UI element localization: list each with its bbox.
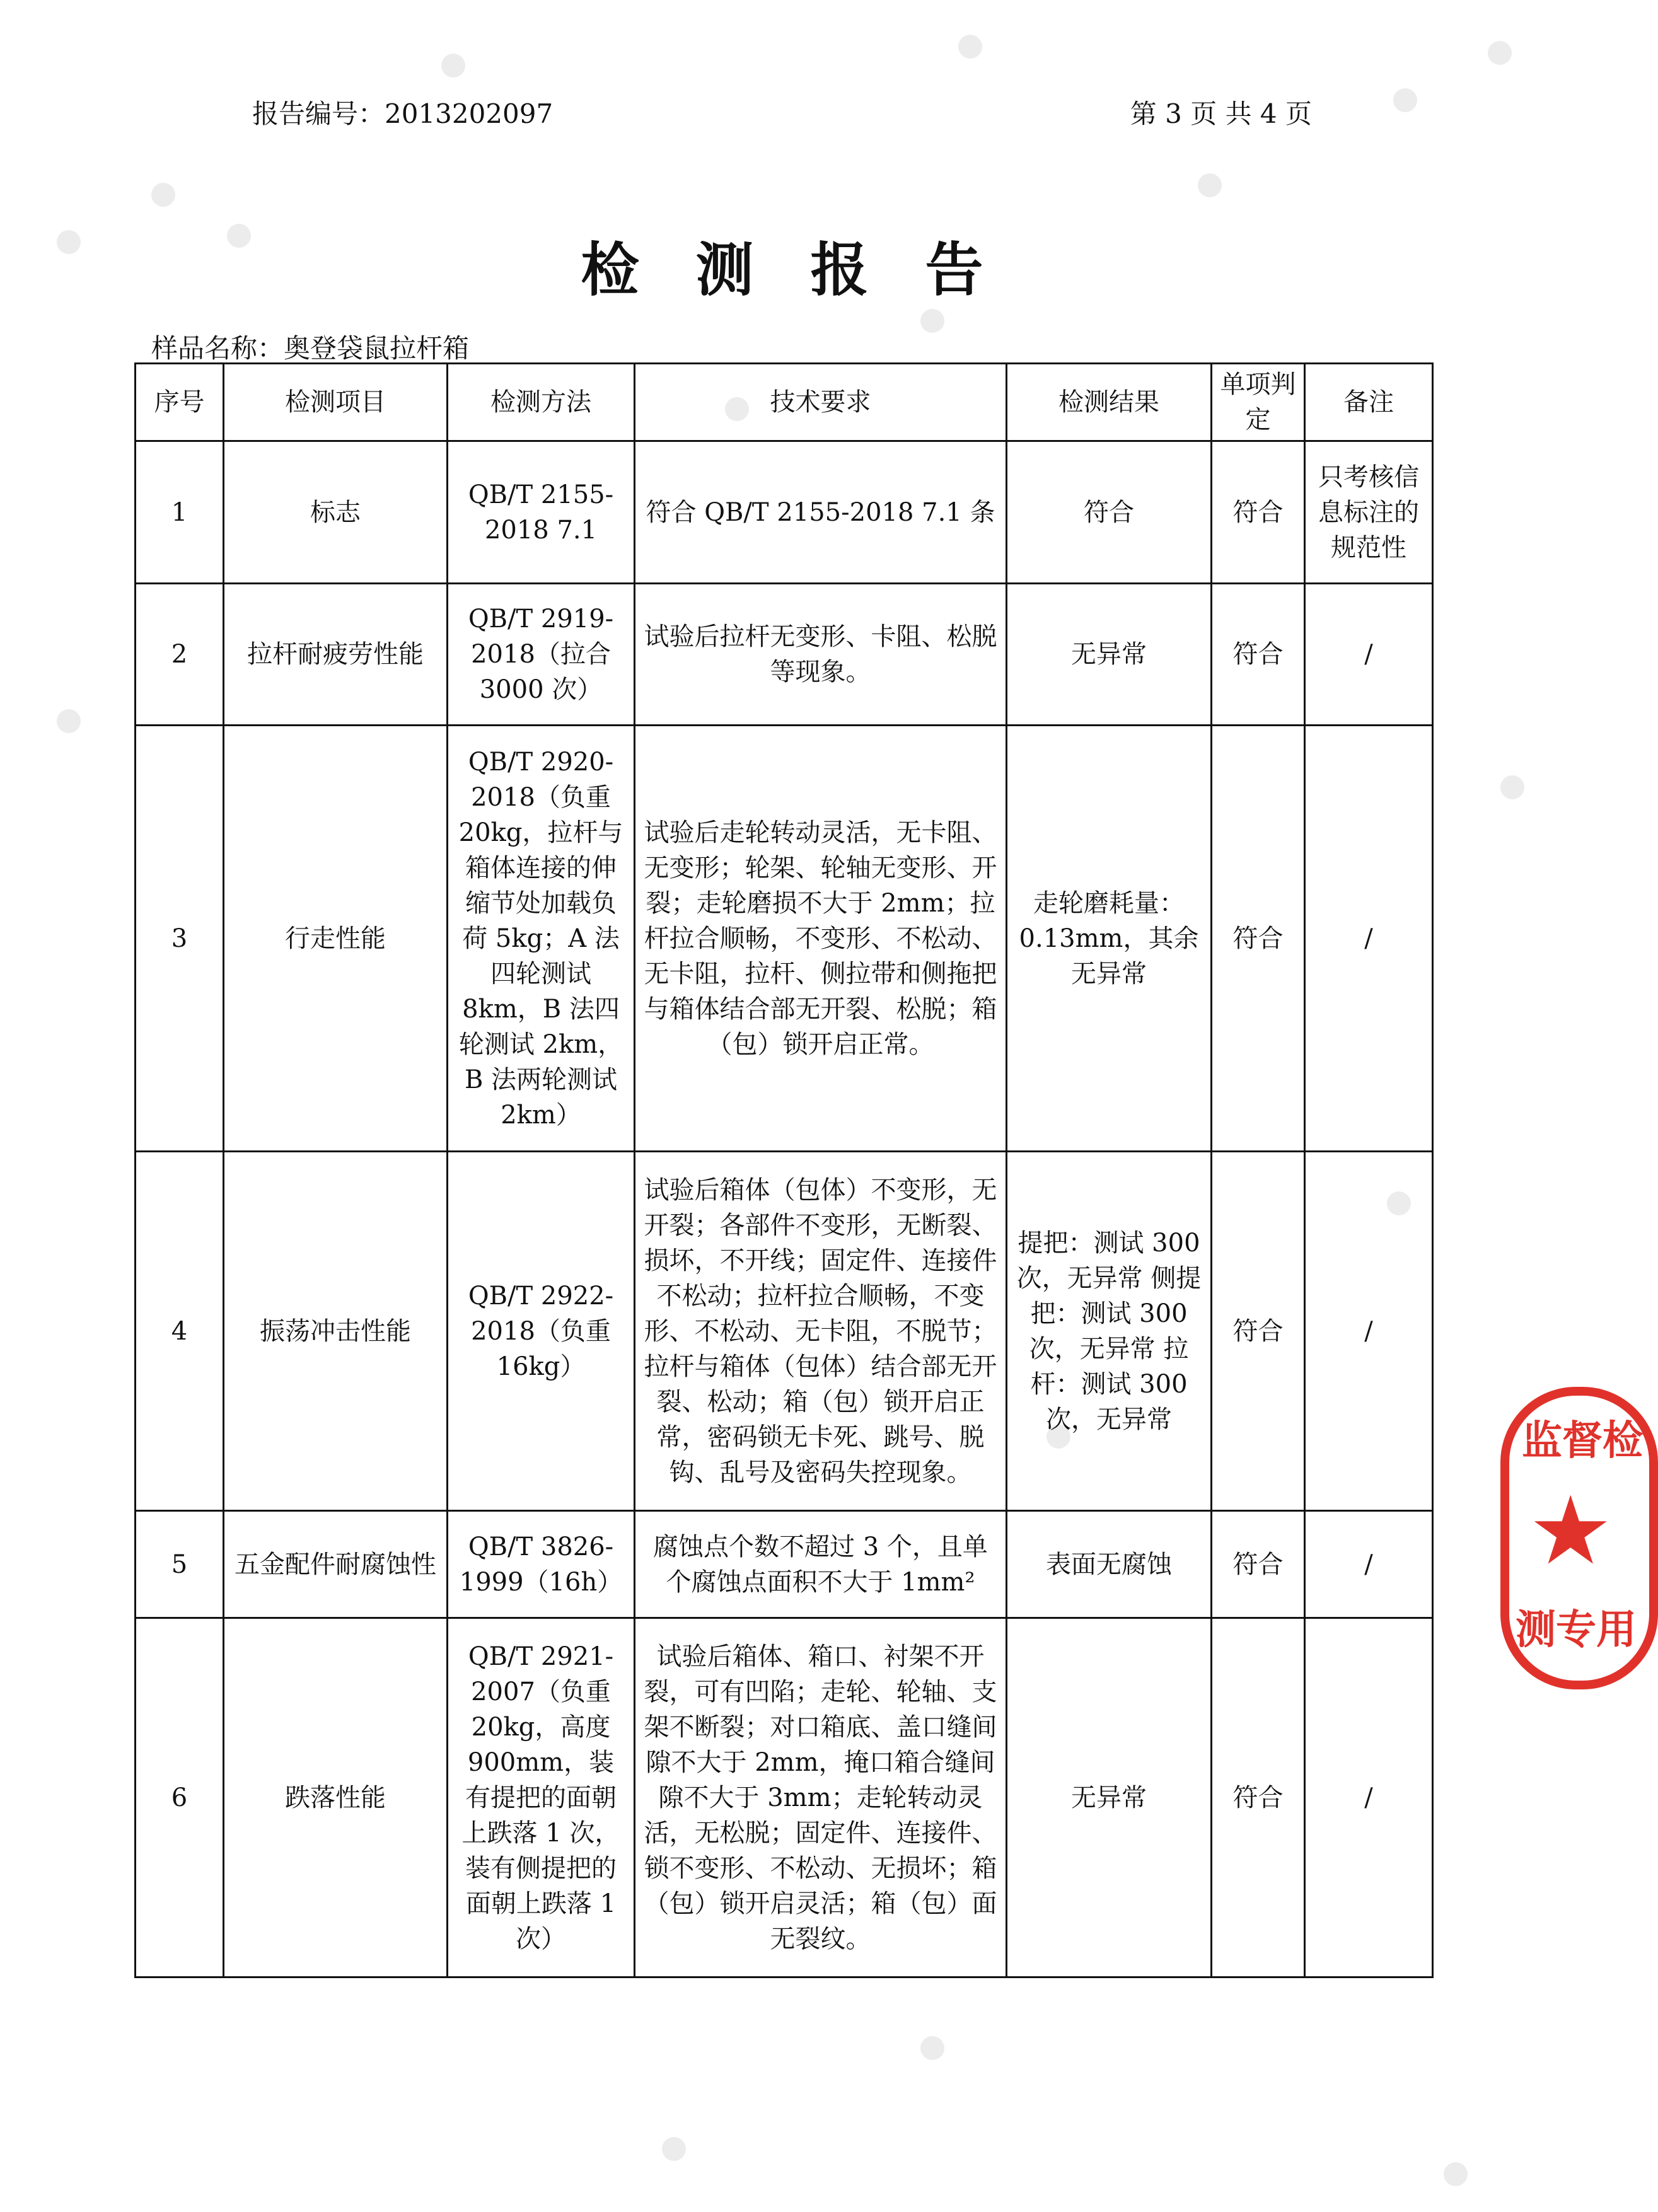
watermark-dot [920, 2036, 944, 2060]
cell-requirement: 试验后箱体（包体）不变形，无开裂；各部件不变形，无断裂、损坏，不开线；固定件、连接件不松动；拉杆拉合顺畅，不变形、不松动、无卡阻，不脱节；拉杆与箱体（包体）结合部无开裂、松动；箱（包）锁开启正常，密码锁无卡死、跳号、脱钩、乱号及密码失控现象。 [635, 1152, 1007, 1511]
cell-no: 5 [136, 1511, 224, 1618]
col-header-method: 检测方法 [448, 364, 635, 441]
cell-item: 跌落性能 [224, 1618, 448, 1977]
cell-result: 符合 [1007, 441, 1212, 584]
cell-method: QB/T 2919-2018（拉合 3000 次） [448, 584, 635, 726]
watermark-dot [1444, 2162, 1468, 2186]
report-number: 报告编号：2013202097 [252, 98, 554, 129]
col-header-item: 检测项目 [224, 364, 448, 441]
watermark-dot [1488, 41, 1512, 65]
cell-requirement: 试验后走轮转动灵活，无卡阻、无变形；轮架、轮轴无变形、开裂；走轮磨损不大于 2mm；拉杆拉合顺畅，不变形、不松动、无卡阻，拉杆、侧拉带和侧拖把与箱体结合部无开裂、松脱；箱（包）锁开启正常。 [635, 726, 1007, 1152]
official-seal-stamp [1500, 1387, 1658, 1689]
cell-result: 提把：测试 300 次，无异常 侧提把：测试 300 次，无异常 拉杆：测试 300 次，无异常 [1007, 1152, 1212, 1511]
cell-remark: / [1305, 1618, 1433, 1977]
report-title: 检测报告 [581, 236, 1040, 304]
seal-text-top: 监督检 [1522, 1418, 1643, 1464]
cell-method: QB/T 2920-2018（负重 20kg，拉杆与箱体连接的伸缩节处加载负荷 5kg；A 法四轮测试 8km，B 法四轮测试 2km，B 法两轮测试 2km） [448, 726, 635, 1152]
test-report-table [134, 362, 1434, 1978]
cell-method: QB/T 2922-2018（负重 16kg） [448, 1152, 635, 1511]
cell-requirement: 试验后拉杆无变形、卡阻、松脱等现象。 [635, 584, 1007, 726]
cell-judgement: 符合 [1212, 441, 1305, 584]
watermark-dot [662, 2137, 686, 2161]
col-header-result: 检测结果 [1007, 364, 1212, 441]
col-header-judgement: 单项判定 [1212, 364, 1305, 441]
watermark-dot [57, 709, 81, 733]
cell-item: 振荡冲击性能 [224, 1152, 448, 1511]
page-info: 第 3 页 共 4 页 [1130, 98, 1312, 129]
cell-judgement: 符合 [1212, 1152, 1305, 1511]
cell-remark: / [1305, 726, 1433, 1152]
table-row [136, 1152, 1433, 1511]
cell-method: QB/T 2155-2018 7.1 [448, 441, 635, 584]
cell-remark: 只考核信息标注的规范性 [1305, 441, 1433, 584]
cell-requirement: 符合 QB/T 2155-2018 7.1 条 [635, 441, 1007, 584]
cell-requirement: 腐蚀点个数不超过 3 个，且单个腐蚀点面积不大于 1mm² [635, 1511, 1007, 1618]
cell-judgement: 符合 [1212, 1511, 1305, 1618]
cell-item: 拉杆耐疲劳性能 [224, 584, 448, 726]
cell-item: 五金配件耐腐蚀性 [224, 1511, 448, 1618]
watermark-dot [920, 309, 944, 333]
table-row [136, 584, 1433, 726]
cell-remark: / [1305, 1511, 1433, 1618]
cell-item: 标志 [224, 441, 448, 584]
cell-method: QB/T 2921-2007（负重 20kg，高度 900mm，装有提把的面朝上跌落 1 次，装有侧提把的面朝上跌落 1 次） [448, 1618, 635, 1977]
watermark-dot [151, 183, 175, 207]
col-header-requirement: 技术要求 [635, 364, 1007, 441]
table-row [136, 726, 1433, 1152]
seal-text-bottom: 测专用 [1516, 1607, 1637, 1653]
cell-remark: / [1305, 584, 1433, 726]
watermark-dot [441, 54, 465, 78]
star-icon: ★ [1528, 1476, 1613, 1586]
cell-result: 走轮磨耗量：0.13mm，其余无异常 [1007, 726, 1212, 1152]
sample-name: 样品名称：奥登袋鼠拉杆箱 [151, 333, 470, 364]
cell-no: 6 [136, 1618, 224, 1977]
watermark-dot [1198, 173, 1222, 197]
cell-result: 表面无腐蚀 [1007, 1511, 1212, 1618]
col-header-remark: 备注 [1305, 364, 1433, 441]
watermark-dot [958, 35, 982, 59]
cell-judgement: 符合 [1212, 584, 1305, 726]
cell-method: QB/T 3826-1999（16h） [448, 1511, 635, 1618]
watermark-dot [1393, 88, 1417, 112]
table-header-row [136, 364, 1433, 441]
cell-judgement: 符合 [1212, 1618, 1305, 1977]
cell-no: 2 [136, 584, 224, 726]
table-row [136, 441, 1433, 584]
cell-remark: / [1305, 1152, 1433, 1511]
cell-result: 无异常 [1007, 584, 1212, 726]
cell-requirement: 试验后箱体、箱口、衬架不开裂，可有凹陷；走轮、轮轴、支架不断裂；对口箱底、盖口缝间隙不大于 2mm，掩口箱合缝间隙不大于 3mm；走轮转动灵活，无松脱；固定件、连接件、锁不变形、不松动、无损坏；箱（包）锁开启灵活；箱（包）面无裂纹。 [635, 1618, 1007, 1977]
watermark-dot [1500, 775, 1524, 799]
cell-no: 3 [136, 726, 224, 1152]
cell-no: 4 [136, 1152, 224, 1511]
cell-item: 行走性能 [224, 726, 448, 1152]
table-row [136, 1618, 1433, 1977]
cell-no: 1 [136, 441, 224, 584]
cell-judgement: 符合 [1212, 726, 1305, 1152]
table-row [136, 1511, 1433, 1618]
col-header-no: 序号 [136, 364, 224, 441]
cell-result: 无异常 [1007, 1618, 1212, 1977]
